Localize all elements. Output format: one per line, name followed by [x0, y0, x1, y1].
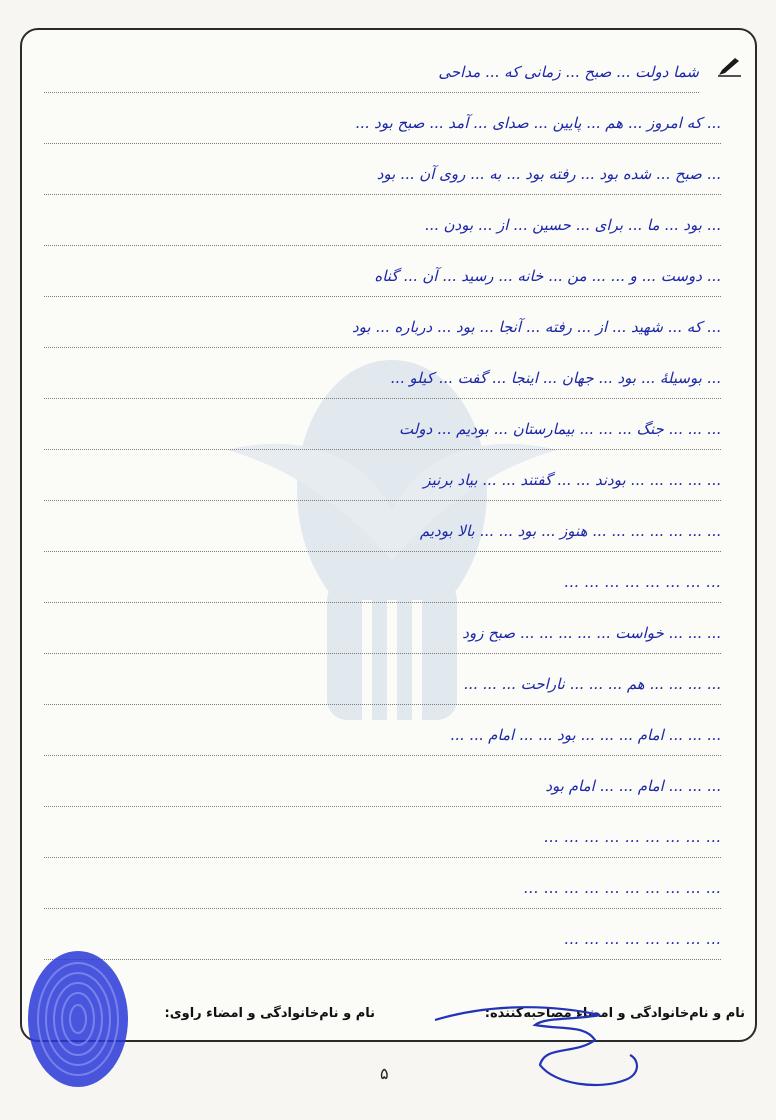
handwritten-line: ... ... ... ... هم ... ... ... ناراحت ... ... ... [44, 664, 721, 705]
page-number: ۵ [380, 1064, 389, 1083]
handwritten-line: ... ... ... امام ... ... امام بود [44, 766, 721, 807]
handwritten-line: شما دولت ... صبح ... زمانی که ... مداحی [44, 52, 699, 93]
pen-icon [717, 57, 743, 77]
handwritten-line: ... ... ... ... ... ... ... هنوز ... بود ... ... بالا بودیم [44, 511, 721, 552]
handwritten-line: ... ... ... ... ... بودند ... ... گفتند ... ... بیاد برنیز [44, 460, 721, 501]
handwritten-line: ... صبح ... شده بود ... رفته بود ... به ... روی آن ... بود [44, 154, 721, 195]
handwritten-line: ... ... ... امام ... ... ... بود ... ... امام ... ... [44, 715, 721, 756]
interviewer-signature-label: نام و نام‌خانوادگی و امضاء مصاحبه‌کننده: [484, 1006, 745, 1021]
handwritten-line: ... بوسیلهٔ ... بود ... جهان ... اینجا ... گفت ... کیلو ... [44, 358, 721, 399]
handwritten-line: ... ... ... ... ... ... ... ... [44, 562, 721, 603]
handwritten-line: ... ... ... ... ... ... ... ... [44, 919, 721, 960]
signature-scribble-icon [425, 985, 665, 1095]
fingerprint-icon [24, 948, 132, 1090]
handwritten-line: ... بود ... ما ... برای ... حسین ... از ... بودن ... [44, 205, 721, 246]
handwritten-line: ... ... ... خواست ... ... ... ... ... صبح زود [44, 613, 721, 654]
handwritten-line: ... ... ... ... ... ... ... ... ... [44, 817, 721, 858]
handwritten-line: ... ... ... جنگ ... ... ... بیمارستان ... بودیم ... دولت [44, 409, 721, 450]
handwritten-line: ... که امروز ... هم ... پایین ... صدای ... آمد ... صبح بود ... [44, 103, 721, 144]
page-frame [20, 28, 757, 1042]
handwritten-line: ... که ... شهید ... از ... رفته ... آنجا ... بود ... درباره ... بود [44, 307, 721, 348]
narrator-signature-label: نام و نام‌خانوادگی و امضاء راوی: [164, 1006, 375, 1021]
handwritten-line: ... دوست ... و ... ... من ... خانه ... رسید ... آن ... گناه [44, 256, 721, 297]
handwritten-line: ... ... ... ... ... ... ... ... ... ... [44, 868, 721, 909]
